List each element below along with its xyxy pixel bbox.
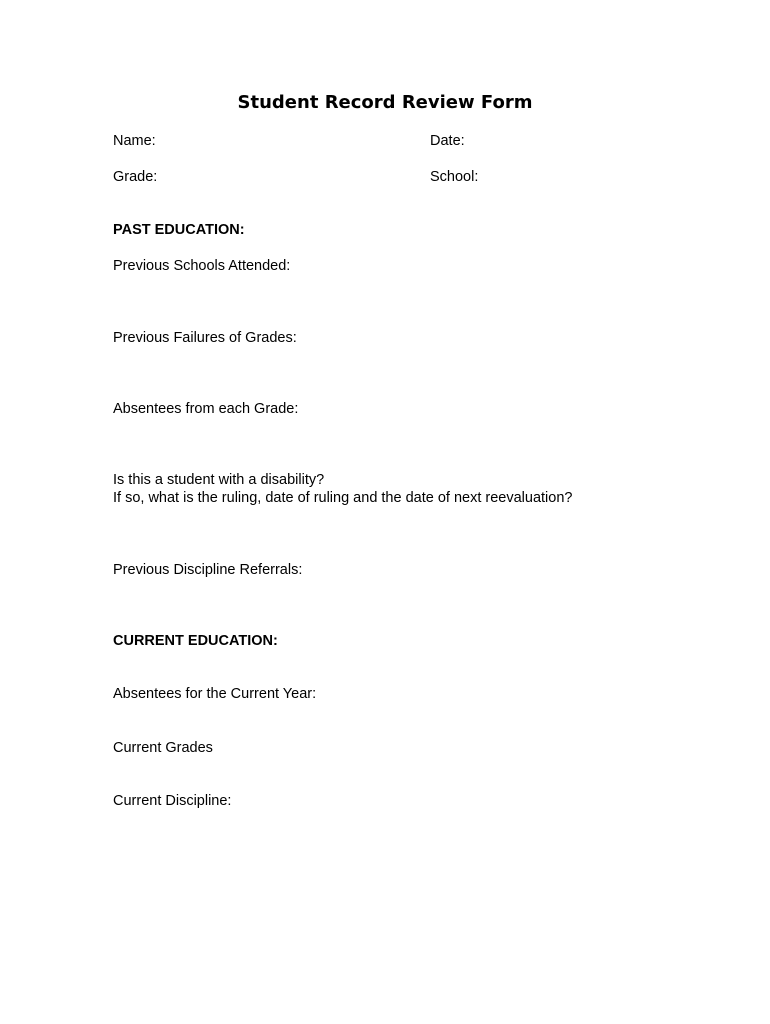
grade-label: Grade: (113, 169, 158, 185)
current-education-heading: CURRENT EDUCATION: (113, 633, 278, 649)
name-label: Name: (113, 133, 156, 149)
disability-question-line1: Is this a student with a disability? (113, 472, 325, 488)
current-grades-label: Current Grades (113, 740, 213, 756)
form-title: Student Record Review Form (237, 92, 533, 113)
disability-question-line2: If so, what is the ruling, date of ruling and the date of next reevaluation? (113, 490, 573, 506)
school-label: School: (430, 169, 479, 185)
date-label: Date: (430, 133, 465, 149)
previous-failures-label: Previous Failures of Grades: (113, 330, 297, 346)
past-education-heading: PAST EDUCATION: (113, 222, 245, 238)
absentees-current-year-label: Absentees for the Current Year: (113, 686, 317, 702)
current-discipline-label: Current Discipline: (113, 793, 232, 809)
discipline-referrals-label: Previous Discipline Referrals: (113, 562, 303, 578)
previous-schools-label: Previous Schools Attended: (113, 258, 291, 274)
absentees-each-grade-label: Absentees from each Grade: (113, 401, 299, 417)
